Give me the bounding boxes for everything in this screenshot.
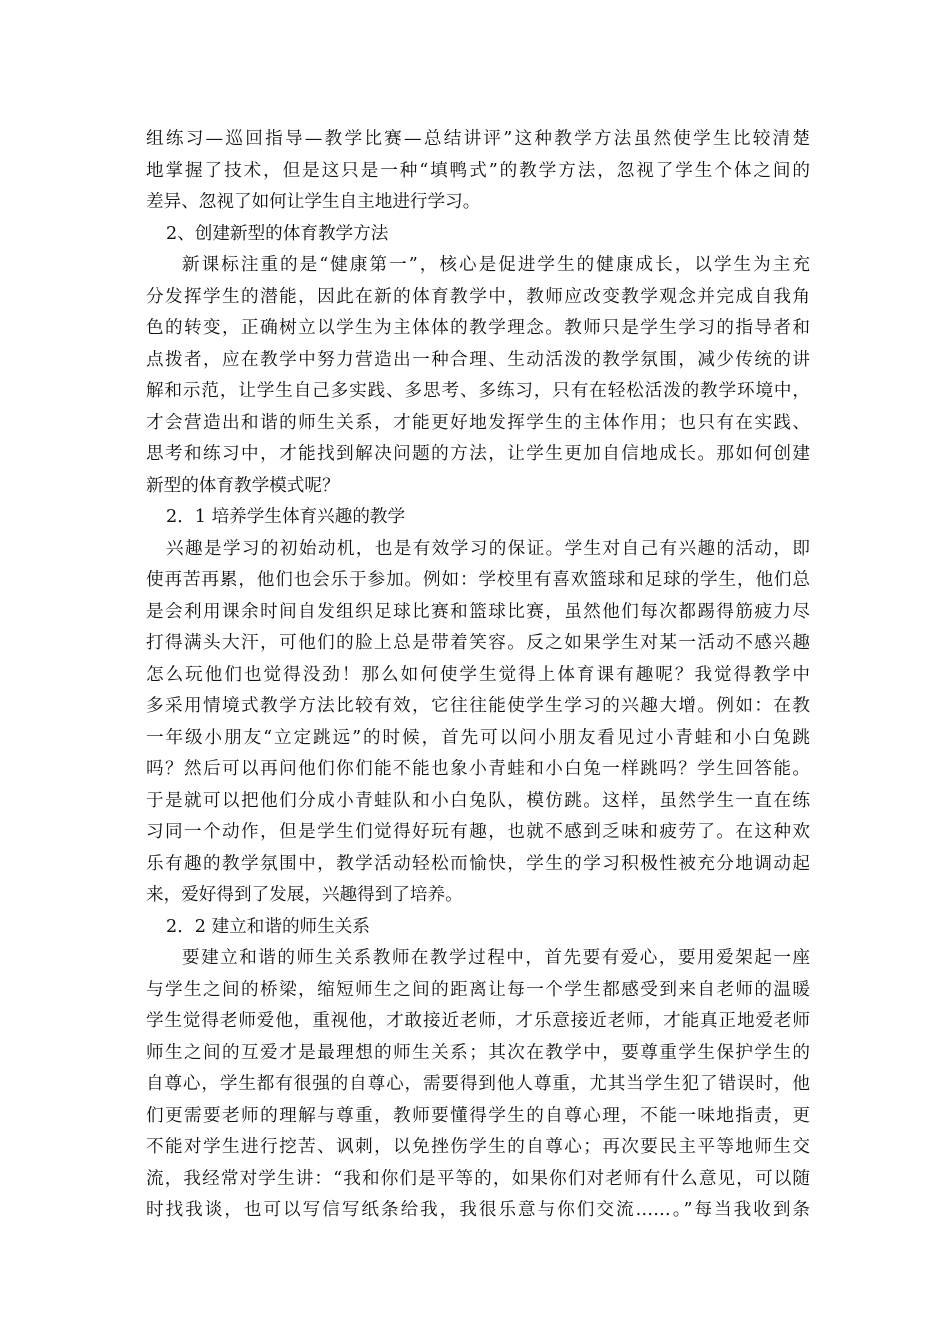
text-line: 与学生之间的桥梁，缩短师生之间的距离让每一个学生都感受到来自老师的温暖 (146, 979, 810, 1000)
text-line: 是会利用课余时间自发组织足球比赛和篮球比赛，虽然他们每次都踢得筋疲力尽 (146, 601, 810, 622)
section-heading: 2、创建新型的体育教学方法 (166, 223, 389, 244)
text-line: 地掌握了技术，但是这只是一种“填鸭式”的教学方法，忽视了学生个体之间的 (146, 160, 810, 181)
text-line: 色的转变，正确树立以学生为主体体的教学理念。教师只是学生学习的指导者和 (146, 318, 810, 338)
text-line: 兴趣是学习的初始动机，也是有效学习的保证。学生对自己有兴趣的活动，即 (166, 538, 810, 559)
text-line: 自尊心，学生都有很强的自尊心，需要得到他人尊重，尤其当学生犯了错误时，他 (146, 1074, 810, 1094)
text-line: 要建立和谐的师生关系教师在教学过程中，首先要有爱心，要用爱架起一座 (182, 948, 810, 968)
text-line: 分发挥学生的潜能，因此在新的体育教学中，教师应改变教学观念并完成自我角 (146, 286, 810, 307)
text-line: 怎么玩他们也觉得没劲！那么如何使学生觉得上体育课有趣呢？我觉得教学中 (146, 664, 810, 685)
text-line: 于是就可以把他们分成小青蛙队和小白兔队，模仿跳。这样，虽然学生一直在练 (146, 790, 810, 811)
text-line: 点拨者，应在教学中努力营造出一种合理、生动活泼的教学氛围，减少传统的讲 (146, 349, 810, 370)
text-line: 打得满头大汗，可他们的脸上总是带着笑容。反之如果学生对某一活动不感兴趣 (146, 633, 810, 653)
text-line: 新课标注重的是“健康第一”，核心是促进学生的健康成长，以学生为主充 (182, 255, 810, 275)
text-line: 使再苦再累，他们也会乐于参加。例如：学校里有喜欢篮球和足球的学生，他们总 (146, 570, 810, 590)
text-line: 一年级小朋友“立定跳远”的时候，首先可以问小朋友看见过小青蛙和小白兔跳 (146, 727, 810, 748)
section-heading: 2．2 建立和谐的师生关系 (166, 916, 370, 937)
text-line: 们更需要老师的理解与尊重，教师要懂得学生的自尊心理，不能一味地指责，更 (146, 1105, 810, 1126)
text-line: 组练习—巡回指导—教学比赛—总结讲评”这种教学方法虽然使学生比较清楚 (146, 129, 810, 149)
text-line: 来，爱好得到了发展，兴趣得到了培养。 (146, 885, 463, 905)
text-line: 才会营造出和谐的师生关系，才能更好地发挥学生的主体作用；也只有在实践、 (146, 412, 810, 433)
text-line: 乐有趣的教学氛围中，教学活动轻松而愉快，学生的学习积极性被充分地调动起 (146, 853, 810, 874)
text-line: 习同一个动作，但是学生们觉得好玩有趣，也就不感到乏味和疲劳了。在这种欢 (146, 822, 810, 842)
text-line: 学生觉得老师爱他，重视他，才敢接近老师，才乐意接近老师，才能真正地爱老师 (146, 1011, 810, 1031)
text-line: 吗？然后可以再问他们你们能不能也象小青蛙和小白兔一样跳吗？学生回答能。 (146, 759, 810, 779)
section-heading: 2．1 培养学生体育兴趣的教学 (166, 507, 406, 527)
text-line: 不能对学生进行挖苦、讽刺，以免挫伤学生的自尊心；再次要民主平等地师生交 (146, 1137, 810, 1157)
text-line: 时找我谈，也可以写信写纸条给我，我很乐意与你们交流……。”每当我收到条 (146, 1200, 810, 1220)
text-line: 流，我经常对学生讲：“我和你们是平等的，如果你们对老师有什么意见，可以随 (146, 1168, 810, 1189)
text-line: 解和示范，让学生自己多实践、多思考、多练习，只有在轻松活泼的教学环境中， (146, 381, 810, 401)
document-body (146, 124, 810, 1227)
text-line: 师生之间的互爱才是最理想的师生关系；其次在教学中，要尊重学生保护学生的 (146, 1042, 810, 1063)
text-line: 思考和练习中，才能找到解决问题的方法，让学生更加自信地成长。那如何创建 (146, 444, 810, 464)
text-line: 新型的体育教学模式呢？ (146, 475, 340, 496)
text-line: 多采用情境式教学方法比较有效，它往往能使学生学习的兴趣大增。例如：在教 (146, 696, 810, 716)
text-line: 差异、忽视了如何让学生自主地进行学习。 (146, 192, 481, 212)
